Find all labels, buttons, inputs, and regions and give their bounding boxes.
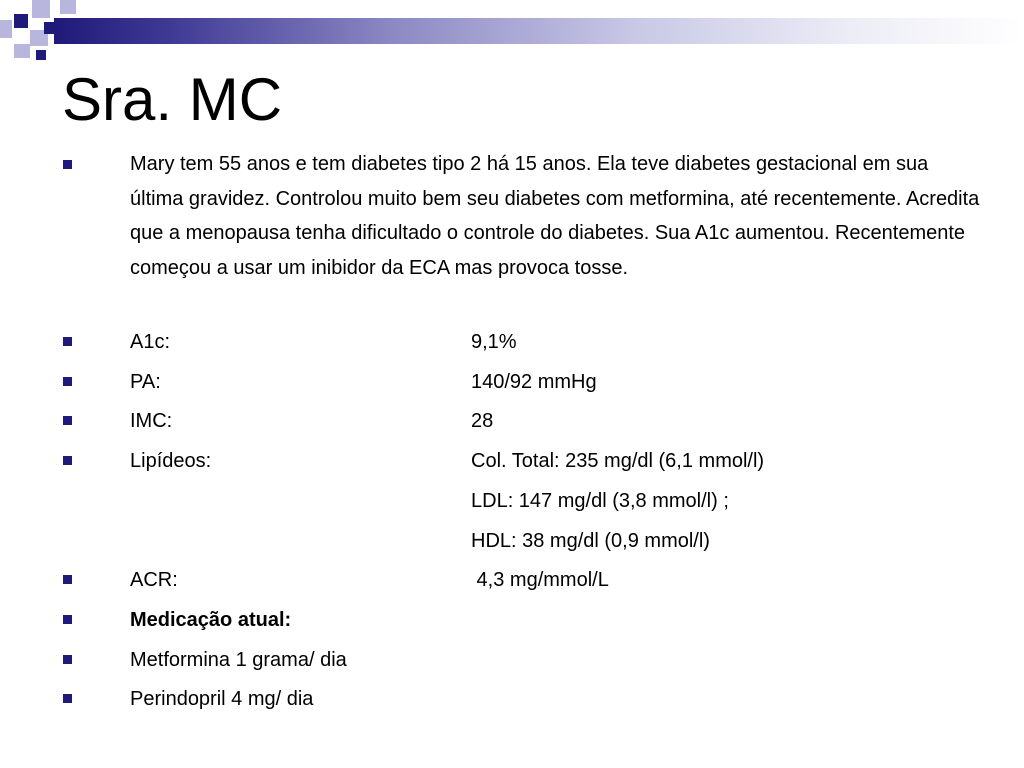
- row-label-acr: ACR:: [130, 569, 178, 591]
- row-label-pa: PA:: [130, 371, 161, 393]
- medication-item: Metformina 1 grama/ dia: [130, 649, 347, 671]
- bullet-icon: [63, 615, 72, 624]
- row-value-ldl: LDL: 147 mg/dl (3,8 mmol/l) ;: [471, 490, 729, 512]
- bullet-icon: [63, 416, 72, 425]
- bullet-icon: [63, 655, 72, 664]
- row-value-pa: 140/92 mmHg: [471, 371, 597, 393]
- header-square-light: [32, 0, 50, 18]
- header-square-dark: [14, 14, 28, 28]
- row-value-imc: 28: [471, 410, 494, 432]
- bullet-icon: [63, 694, 72, 703]
- medication-item: Perindopril 4 mg/ dia: [130, 688, 314, 710]
- slide-title: Sra. MC: [62, 66, 283, 133]
- header-square-dark: [36, 50, 46, 60]
- header-square-light: [60, 0, 76, 14]
- patient-description: Mary tem 55 anos e tem diabetes tipo 2 há 15 anos. Ela teve diabetes gestacional em sua última gravidez. Controlou muito bem seu diabetes com metformina, até recentemente. Acredita que a menopausa tenha dificultado o controle do diabetes. Sua A1c aumentou. Recentemente começou a usar um inibidor da ECA mas provoca tosse.: [130, 153, 980, 279]
- bullet-icon: [63, 160, 72, 169]
- row-value-a1c: 9,1%: [471, 331, 517, 353]
- row-label-a1c: A1c:: [130, 331, 171, 353]
- row-label-imc: IMC:: [130, 410, 173, 432]
- header-square-light: [14, 44, 30, 58]
- header-gradient-bar: [54, 18, 1024, 44]
- bullet-icon: [63, 377, 72, 386]
- bullet-icon: [63, 337, 72, 346]
- row-value-colesterol-total: Col. Total: 235 mg/dl (6,1 mmol/l): [471, 450, 765, 472]
- bullet-icon: [63, 575, 72, 584]
- row-label-lipideos: Lipídeos:: [130, 450, 212, 472]
- bullet-icon: [63, 456, 72, 465]
- header-square-light: [0, 20, 12, 38]
- medication-heading: Medicação atual:: [130, 609, 292, 631]
- row-value-hdl: HDL: 38 mg/dl (0,9 mmol/l): [471, 530, 710, 552]
- row-value-acr: 4,3 mg/mmol/L: [471, 569, 609, 591]
